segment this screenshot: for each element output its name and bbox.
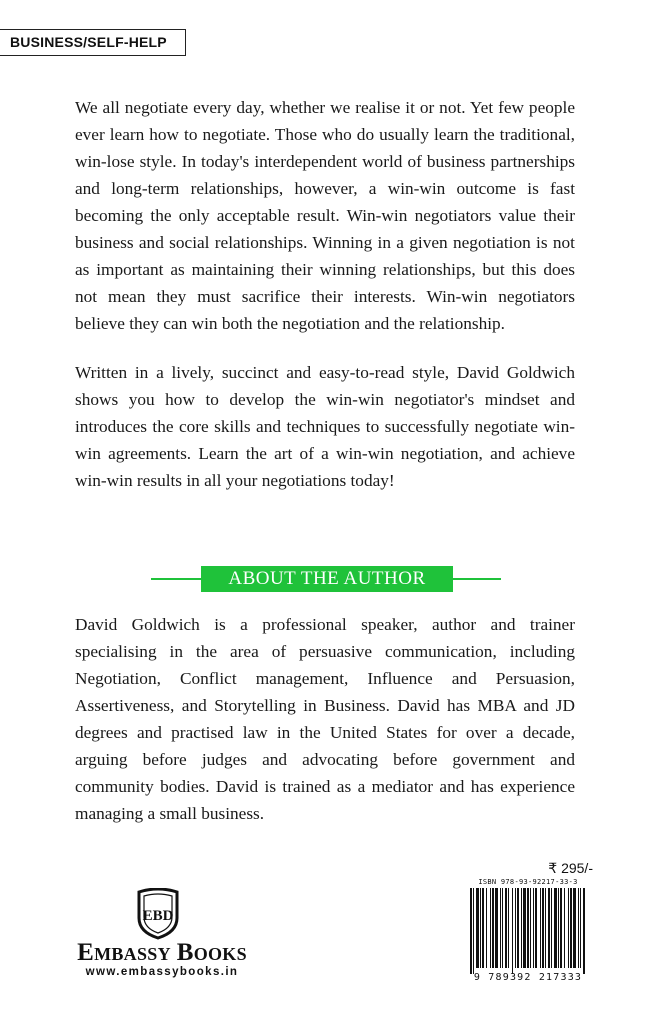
emblem-text: EBD (142, 908, 174, 924)
barcode-icon (464, 888, 592, 974)
publisher-name: EMBASSY BOOKS (77, 939, 247, 966)
category-label: BUSINESS/SELF-HELP (0, 29, 186, 56)
shield-crest-icon (135, 888, 181, 940)
heading-rule-left (151, 578, 201, 580)
price-label: ₹ 295/- (548, 860, 593, 876)
isbn-label: ISBN 978-93-92217-33-3 (478, 878, 578, 886)
heading-rule-right (453, 578, 501, 580)
publisher-logo (72, 888, 252, 988)
intro-paragraph: We all negotiate every day, whether we realise it or not. Yet few people ever learn how to negotiate. Those who do usually learn the traditional, win-lose style. In today's interdependent world of business partnerships and long-term relationships, however, a win-win outcome is fast becoming the only acceptable result. Win-win negotiators value their business and social relationships. Winning in a given negotiation is not as important as maintaining their winning relationships, but this does not mean they must sacrifice their interests. Win-win negotiators believe they can win both the negotiation and the relationship. (75, 98, 575, 333)
about-author-label: ABOUT THE AUTHOR (201, 566, 453, 592)
barcode-number: 9 789392 217333 (473, 972, 583, 983)
summary-paragraph: Written in a lively, succinct and easy-to-read style, David Goldwich shows you how to develop the win-win negotiator's mindset and introduces the core skills and techniques to successfully negotiate win-win agreements. Learn the art of a win-win negotiation, and achieve win-win results in all your negotiations today! (75, 363, 575, 490)
isbn-barcode (464, 878, 592, 984)
about-author-heading (151, 566, 501, 592)
author-bio-paragraph: David Goldwich is a professional speaker, author and trainer specialising in the area of persuasive communication, including Negotiation, Conflict management, Influence and Persuasion, Assertiveness, and Storytelling in Business. David has MBA and JD degrees and practised law in the United States for over a decade, arguing before judges and advocating before government and community bodies. David is trained as a mediator and has experience managing a small business. (75, 615, 575, 823)
publisher-website: www.embassybooks.in (85, 966, 239, 978)
